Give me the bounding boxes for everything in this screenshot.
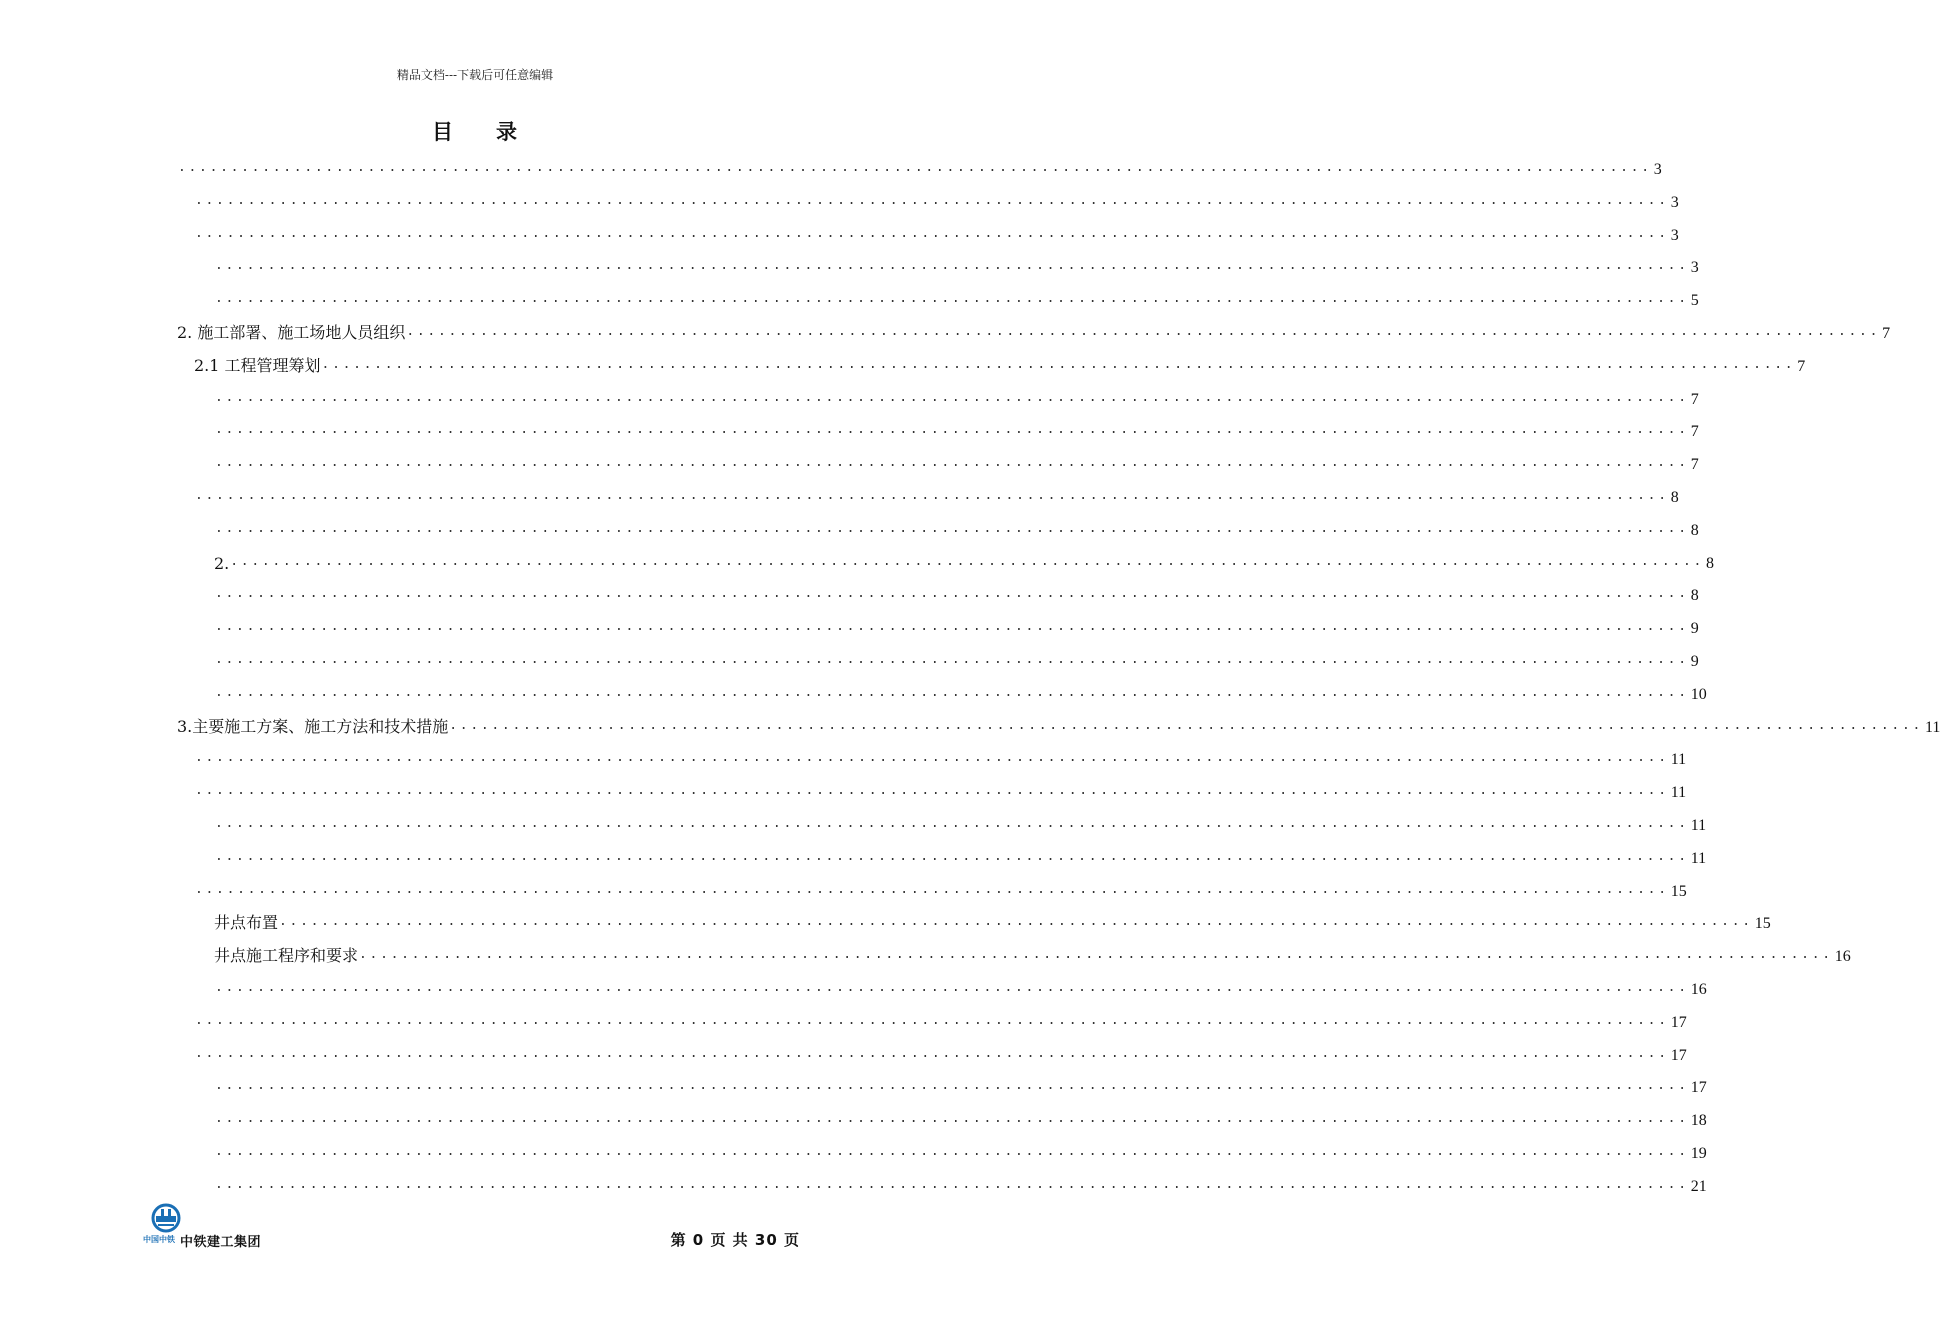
toc-entry-page: 17 [1690, 1079, 1707, 1097]
toc-entry[interactable] [214, 1170, 1707, 1196]
toc-dot-leader: ............................................................................................................................................ [215, 258, 1689, 274]
toc-dot-leader: ............................................................................................................................................ [195, 750, 1669, 766]
toc-entry-page: 7 [1690, 456, 1699, 474]
toc-entry[interactable] [214, 514, 1699, 540]
toc-dot-leader: ............................................................................................................................................ [195, 192, 1669, 208]
toc-entry[interactable] [214, 284, 1699, 310]
toc-entry-page: 8 [1690, 521, 1699, 539]
toc-entry[interactable] [214, 251, 1699, 277]
toc-entry-page: 7 [1797, 357, 1806, 375]
toc-dot-leader: ............................................................................................................................................ [215, 619, 1689, 635]
toc-dot-leader: ............................................................................................................................................ [406, 324, 1881, 339]
toc-dot-leader: ............................................................................................................................................ [279, 914, 1753, 930]
toc-entry-page: 15 [1670, 882, 1687, 900]
toc-entry-page: 3 [1670, 226, 1679, 244]
toc-entry[interactable] [214, 383, 1699, 409]
toc-entry[interactable] [177, 153, 1662, 179]
toc-entry-page: 3 [1670, 193, 1679, 211]
toc-dot-leader: ............................................................................................................................................ [215, 455, 1689, 471]
toc-entry-page: 7 [1882, 325, 1891, 342]
page-count: 第 0 页 共 30 页 [670, 1231, 800, 1249]
toc-entry[interactable] [194, 743, 1687, 769]
toc-entry[interactable] [194, 1006, 1687, 1032]
toc-dot-leader: ............................................................................................................................................ [215, 980, 1689, 995]
toc-entry[interactable] [214, 678, 1707, 704]
toc-entry[interactable] [214, 1071, 1707, 1097]
toc-dot-leader: ............................................................................................................................................ [195, 225, 1669, 241]
toc-dot-leader: ............................................................................................................................................ [321, 356, 1796, 372]
toc-dot-leader: ............................................................................................................................................ [215, 652, 1689, 667]
toc-entry-page: 8 [1690, 587, 1699, 605]
toc-entry-page: 10 [1690, 685, 1707, 703]
toc-dot-leader: ............................................................................................................................................ [215, 1111, 1689, 1127]
toc-entry[interactable] [214, 973, 1707, 999]
toc-entry[interactable] [177, 317, 1891, 343]
toc-entry-page: 19 [1690, 1145, 1707, 1162]
toc-entry-page: 21 [1690, 1177, 1707, 1195]
toc-dot-leader: ............................................................................................................................................ [215, 1078, 1689, 1094]
toc-entry-page: 5 [1690, 292, 1699, 310]
toc-entry[interactable] [214, 940, 1851, 966]
toc-entry-page: 3 [1690, 259, 1699, 277]
toc-entry-page: 11 [1670, 751, 1687, 769]
toc-entry-page: 8 [1706, 554, 1714, 572]
toc-dot-leader: ............................................................................................................................................ [215, 1176, 1689, 1192]
toc-entry-page: 16 [1690, 981, 1707, 998]
toc-dot-leader: ............................................................................................................................................ [215, 389, 1689, 405]
toc-entry-page: 11 [1690, 849, 1707, 867]
toc-dot-leader: ............................................................................................................................................ [215, 520, 1689, 536]
toc-entry-title: 3.主要施工方案、施工方法和技术措施 [177, 716, 449, 736]
toc-dot-leader: ............................................................................................................................................ [359, 947, 1833, 963]
toc-entry[interactable] [214, 579, 1699, 605]
toc-entry-page: 16 [1834, 948, 1851, 966]
toc-entry-page: 11 [1925, 718, 1940, 736]
toc-entry[interactable] [214, 645, 1699, 671]
toc-entry-page: 17 [1670, 1013, 1687, 1031]
toc-entry[interactable] [214, 547, 1714, 573]
toc-dot-leader: ............................................................................................................................................ [449, 717, 1924, 733]
toc-entry-title: 井点施工程序和要求 [214, 946, 359, 966]
logo-brand-name: 中铁建工集团 [180, 1235, 262, 1250]
toc-dot-leader: ............................................................................................................................................ [195, 881, 1669, 897]
toc-dot-leader: ............................................................................................................................................ [215, 291, 1689, 307]
company-logo [140, 1203, 280, 1251]
toc-entry-title: 井点布置 [214, 913, 279, 933]
toc-entry[interactable] [194, 1039, 1687, 1065]
toc-entry-title: 2. [214, 553, 230, 573]
toc-dot-leader: ............................................................................................................................................ [195, 783, 1669, 799]
toc-entry[interactable] [214, 907, 1771, 933]
toc-dot-leader: ............................................................................................................................................ [195, 1045, 1669, 1061]
toc-entry-page: 17 [1670, 1046, 1687, 1064]
toc-entry[interactable] [214, 842, 1707, 868]
toc-title [0, 116, 950, 146]
toc-dot-leader: ............................................................................................................................................ [215, 422, 1689, 438]
toc-dot-leader: ............................................................................................................................................ [215, 1144, 1689, 1159]
toc-entry-page: 3 [1653, 161, 1662, 178]
toc-dot-leader: ............................................................................................................................................ [215, 684, 1689, 700]
toc-entry-title: 2. 施工部署、施工场地人员组织 [177, 323, 406, 342]
toc-entry-page: 15 [1754, 915, 1771, 933]
toc-entry-page: 8 [1670, 489, 1679, 506]
toc-entry[interactable] [214, 1137, 1707, 1163]
toc-entry[interactable] [214, 1104, 1707, 1130]
toc-dot-leader: ............................................................................................................................................ [215, 848, 1689, 864]
toc-dot-leader: ............................................................................................................................................ [195, 1012, 1669, 1028]
toc-entry-page: 7 [1690, 423, 1699, 441]
toc-dot-leader: ............................................................................................................................................ [215, 816, 1689, 831]
toc-dot-leader: ............................................................................................................................................ [195, 488, 1669, 503]
toc-entry[interactable] [194, 219, 1679, 245]
toc-dot-leader: ............................................................................................................................................ [215, 586, 1689, 602]
toc-entry[interactable] [194, 481, 1679, 507]
title-char-right: 录 [496, 119, 518, 144]
toc-entry-page: 9 [1690, 620, 1699, 638]
toc-dot-leader: ............................................................................................................................................ [230, 553, 1704, 569]
page-footer [140, 1203, 810, 1253]
header-note: 精品文档---下载后可任意编辑 [396, 68, 554, 82]
toc-entry[interactable] [194, 776, 1687, 802]
toc-entry[interactable] [194, 186, 1679, 212]
logo-subtitle: 中国中铁 [143, 1235, 175, 1244]
toc-entry[interactable] [177, 711, 1940, 737]
title-char-left: 目 [432, 119, 454, 144]
toc-entry[interactable] [194, 350, 1806, 376]
toc-dot-leader: ............................................................................................................................................ [178, 160, 1652, 175]
toc-entry-title: 2.1 工程管理筹划 [194, 355, 321, 375]
toc-entry[interactable] [214, 809, 1707, 835]
toc-entry-page: 18 [1690, 1112, 1707, 1130]
toc-entry-page: 9 [1690, 653, 1699, 670]
toc-entry[interactable] [214, 612, 1699, 638]
toc-entry[interactable] [214, 448, 1699, 474]
toc-entry[interactable] [214, 415, 1699, 441]
toc-entry-page: 11 [1690, 817, 1707, 834]
toc-entry-page: 7 [1690, 390, 1699, 408]
toc-entry[interactable] [194, 875, 1687, 901]
toc-entry-page: 11 [1670, 784, 1687, 802]
